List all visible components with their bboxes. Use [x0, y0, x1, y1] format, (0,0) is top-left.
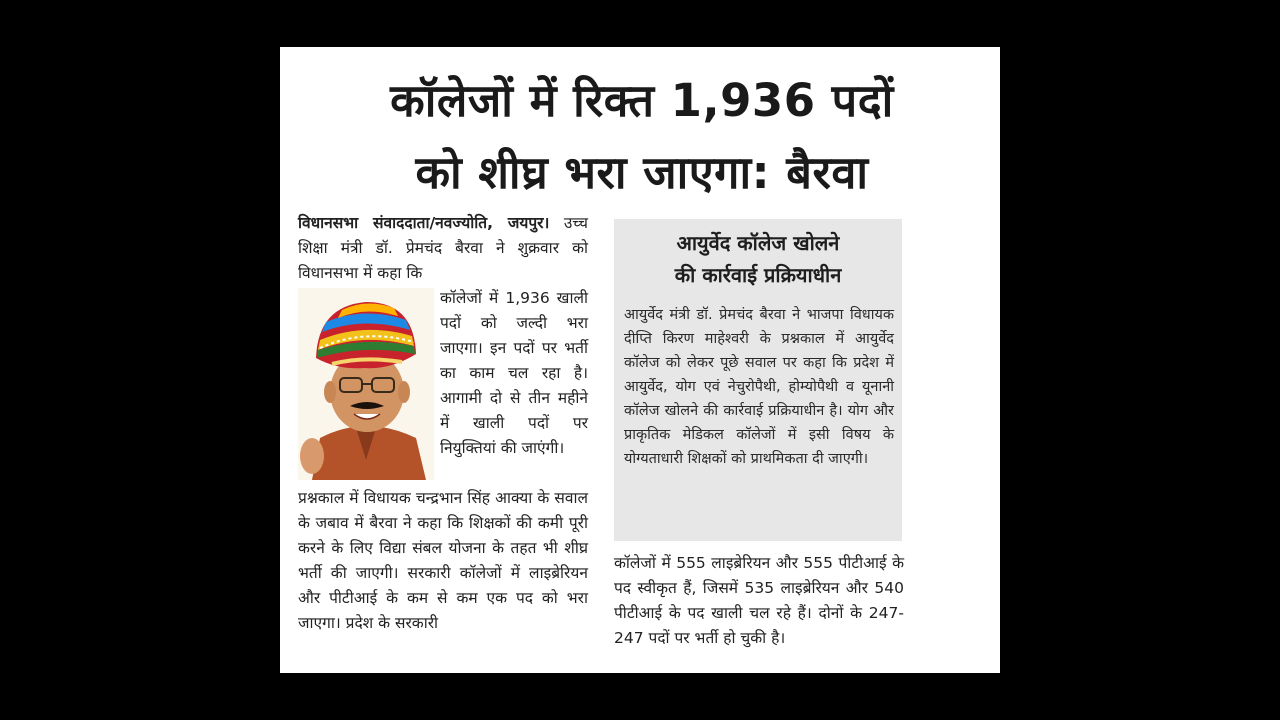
sidebar-headline: [614, 219, 902, 291]
photo-wrap-block: [298, 286, 588, 486]
right-body-text: कॉलेजों में 555 लाइब्रेरियन और 555 पीटीआई के पद स्वीकृत हैं, जिसमें 535 लाइब्रेरियन और 540 पीटीआई के पद खाली चल रहे हैं। दोनों के 247-247 पदों पर भर्ती हो चुकी है।: [614, 554, 904, 647]
minister-photo: [298, 288, 434, 480]
sidebar-body-text: आयुर्वेद मंत्री डॉ. प्रेमचंद बैरवा ने भाजपा विधायक दीप्ति किरण माहेश्वरी के प्रश्नकाल में आयुर्वेद कॉलेज को लेकर पूछे सवाल पर कहा कि प्रदेश में आयुर्वेद, योग एवं नेचुरोपैथी, होम्योपैथी व यूनानी कॉलेज खोलने की कार्रवाई प्रक्रियाधीन है। योग और प्राकृतिक मेडिकल कॉलेजों में इसी विषय के योग्यताधारी शिक्षकों को प्राथमिकता दी जाएगी।: [624, 307, 894, 467]
left-body-text: प्रश्नकाल में विधायक चन्द्रभान सिंह आक्या के सवाल के जबाव में बैरवा ने कहा कि शिक्षकों की कमी पूरी करने के लिए विद्या संबल योजना के तहत भी शीघ्र भर्ती की जाएगी। सरकारी कॉलेजों में लाइब्रेरियन और पीटीआई के कम से कम एक पद को भरा जाएगा। प्रदेश के सरकारी: [298, 489, 588, 632]
sidebar-box: [614, 219, 902, 541]
intro-paragraph: [298, 211, 588, 286]
sidebar-headline-line-2: की कार्रवाई प्रक्रियाधीन: [674, 263, 842, 287]
headline-line-2: को शीघ्र भरा जाएगा: बैरवा: [415, 146, 869, 199]
article-headline: [292, 65, 992, 209]
sidebar-headline-line-1: आयुर्वेद कॉलेज खोलने: [676, 231, 840, 255]
minister-portrait-illustration: [298, 288, 434, 480]
intro-text: उच्च शिक्षा मंत्री डॉ. प्रेमचंद बैरवा ने शुक्रवार को विधानसभा में कहा कि: [298, 214, 588, 282]
headline-line-1: कॉलेजों में रिक्त 1,936 पदों: [390, 74, 894, 127]
newspaper-clipping: [280, 47, 1000, 673]
left-column: [298, 211, 588, 636]
photo-side-text: कॉलेजों में 1,936 खाली पदों को जल्दी भरा जाएगा। इन पदों पर भर्ती का काम चल रहा है। आगामी दो से तीन महीने में खाली पदों पर नियुक्तियां की जाएंगी।: [440, 289, 588, 457]
byline: विधानसभा संवाददाता/नवज्योति, जयपुर।: [298, 214, 550, 232]
